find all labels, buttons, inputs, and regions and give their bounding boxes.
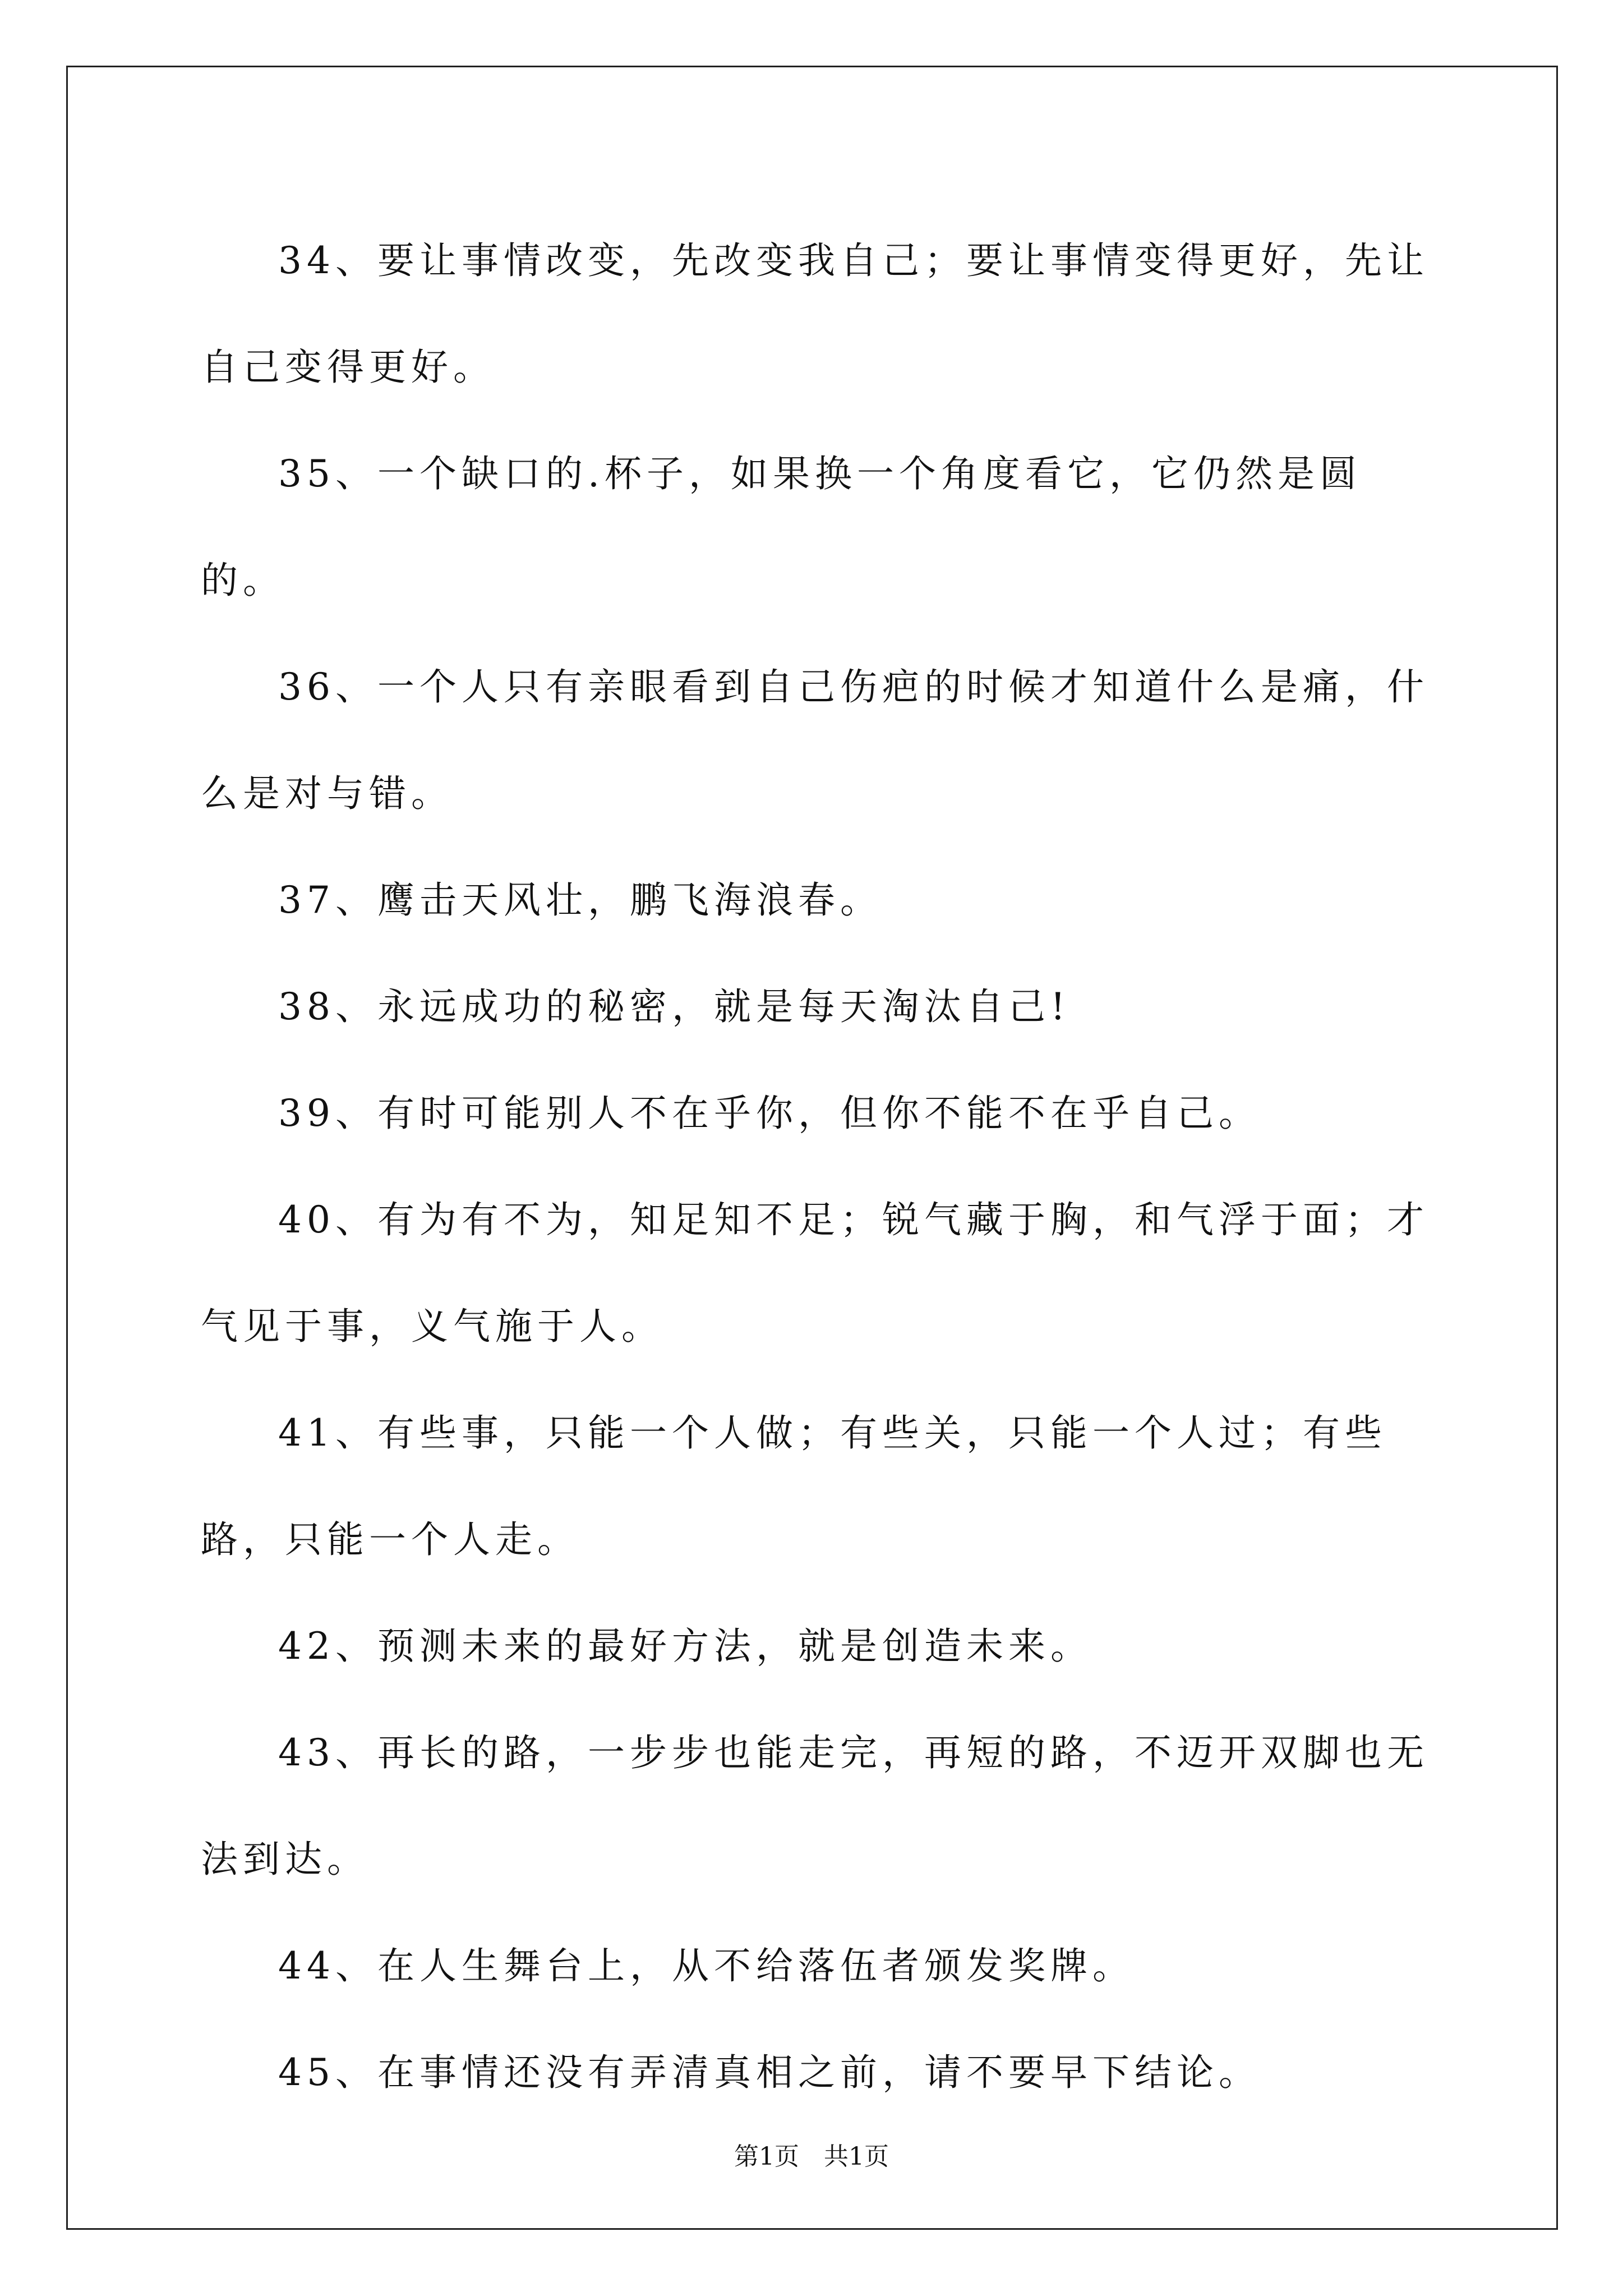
paragraph-37: 37、鹰击天风壮，鹏飞海浪春。 <box>278 878 882 922</box>
page-footer: 第1页 共1页 <box>734 2142 889 2171</box>
paragraph-42: 42、预测未来的最好方法，就是创造未来。 <box>278 1625 1092 1668</box>
paragraph-36: 36、一个人只有亲眼看到自己伤疤的时候才知道什么是痛，什么是对与错。 <box>201 665 1429 815</box>
paragraph-34: 34、要让事情改变，先改变我自己；要让事情变得更好，先让自己变得更好。 <box>201 239 1429 389</box>
paragraph-40: 40、有为有不为，知足知不足；锐气藏于胸，和气浮于面；才气见于事，义气施于人。 <box>201 1198 1429 1348</box>
paragraph-39: 39、有时可能别人不在乎你，但你不能不在乎自己。 <box>278 1092 1261 1135</box>
paragraph-41: 41、有些事，只能一个人做；有些关，只能一个人过；有些路，只能一个人走。 <box>201 1411 1387 1561</box>
paragraph-35: 35、一个缺口的.杯子，如果换一个角度看它，它仍然是圆的。 <box>201 452 1362 602</box>
document-body <box>201 208 1435 2126</box>
paragraph-38: 38、永远成功的秘密，就是每天淘汰自己! <box>278 985 1071 1028</box>
paragraph-45: 45、在事情还没有弄清真相之前，请不要早下结论。 <box>278 2051 1261 2094</box>
paragraph-43: 43、再长的路，一步步也能走完，再短的路，不迈开双脚也无法到达。 <box>201 1731 1429 1881</box>
paragraph-44: 44、在人生舞台上，从不给落伍者颁发奖牌。 <box>278 1944 1135 1987</box>
